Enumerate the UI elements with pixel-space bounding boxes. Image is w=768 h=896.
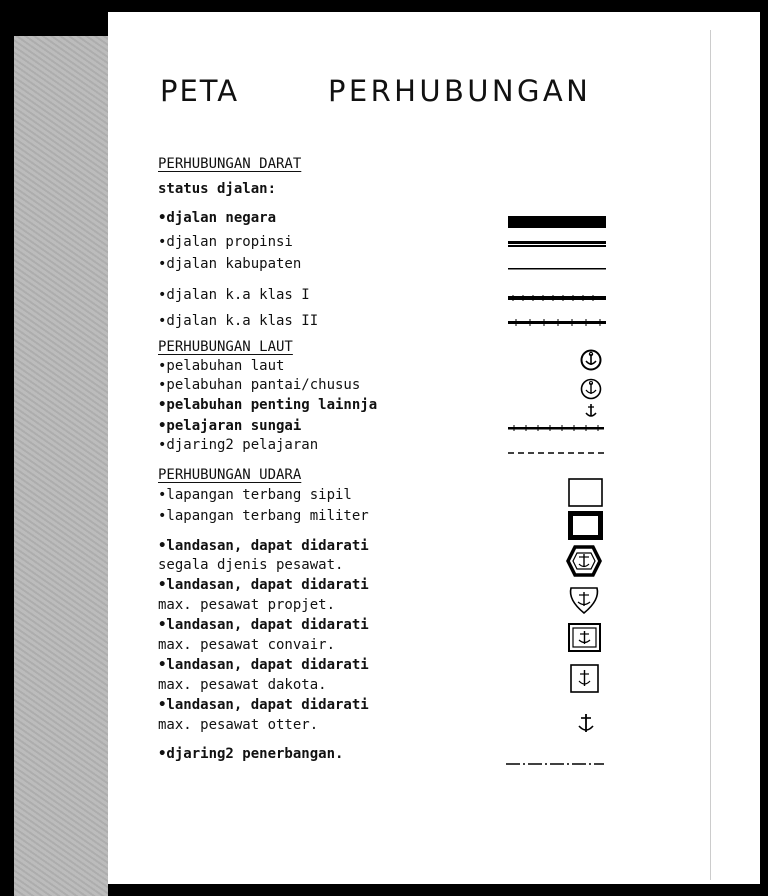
legend-item: •lapangan terbang sipil	[158, 487, 352, 503]
legend-item: •landasan, dapat didarati	[158, 657, 369, 673]
legend-item: •djalan negara	[158, 210, 277, 226]
legend-item: •landasan, dapat didarati	[158, 538, 369, 554]
empty-square-icon	[568, 478, 604, 508]
bold-square-icon	[568, 511, 604, 541]
scanner-edge-strip	[14, 36, 108, 896]
legend-item: •djaring2 pelajaran	[158, 437, 319, 453]
dash-dot-line	[506, 762, 606, 766]
circled-anchor-icon	[580, 349, 602, 371]
square-anchor-icon	[570, 664, 600, 694]
railway-class-1-line	[508, 294, 608, 304]
legend-item: •pelabuhan pantai/chusus	[158, 377, 361, 393]
legend-item-continuation: max. pesawat dakota.	[158, 677, 327, 693]
title-word-1: PETA	[160, 74, 240, 108]
legend-item: •lapangan terbang militer	[158, 508, 369, 524]
legend-item: •djalan k.a klas II	[158, 313, 319, 329]
double-square-anchor-icon	[568, 623, 602, 653]
page-fold-line	[710, 30, 711, 880]
circled-anchor-icon	[580, 378, 602, 400]
heading-darat: PERHUBUNGAN DARAT	[158, 156, 302, 172]
thick-road-line	[508, 216, 608, 230]
double-road-line	[508, 240, 608, 250]
legend-item-continuation: max. pesawat otter.	[158, 717, 319, 733]
legend-item-continuation: segala djenis pesawat.	[158, 557, 344, 573]
pentagon-anchor-icon	[566, 585, 602, 615]
anchor-icon	[583, 401, 599, 419]
legend-item: •djalan k.a klas I	[158, 287, 310, 303]
status-label: status djalan:	[158, 181, 277, 197]
dashed-line	[508, 451, 608, 455]
title-word-2: PERHUBUNGAN	[328, 74, 592, 108]
legend-item: •pelabuhan penting lainnja	[158, 397, 378, 413]
legend-item: •landasan, dapat didarati	[158, 617, 369, 633]
river-route-line	[508, 425, 608, 433]
legend-item-continuation: max. pesawat propjet.	[158, 597, 336, 613]
railway-class-2-line	[508, 318, 608, 328]
legend-item: •djalan propinsi	[158, 234, 293, 250]
heading-udara: PERHUBUNGAN UDARA	[158, 467, 302, 483]
legend-item: •landasan, dapat didarati	[158, 697, 369, 713]
legend-item: •djaring2 penerbangan.	[158, 746, 344, 762]
thin-road-line	[508, 268, 608, 272]
heading-laut: PERHUBUNGAN LAUT	[158, 339, 293, 355]
legend-item: •landasan, dapat didarati	[158, 577, 369, 593]
legend-item: •pelajaran sungai	[158, 418, 302, 434]
legend-item-continuation: max. pesawat convair.	[158, 637, 336, 653]
legend-item: •djalan kabupaten	[158, 256, 302, 272]
legend-item: •pelabuhan laut	[158, 358, 285, 374]
plain-anchor-icon	[576, 712, 596, 734]
hexagon-anchor-icon	[566, 545, 602, 577]
